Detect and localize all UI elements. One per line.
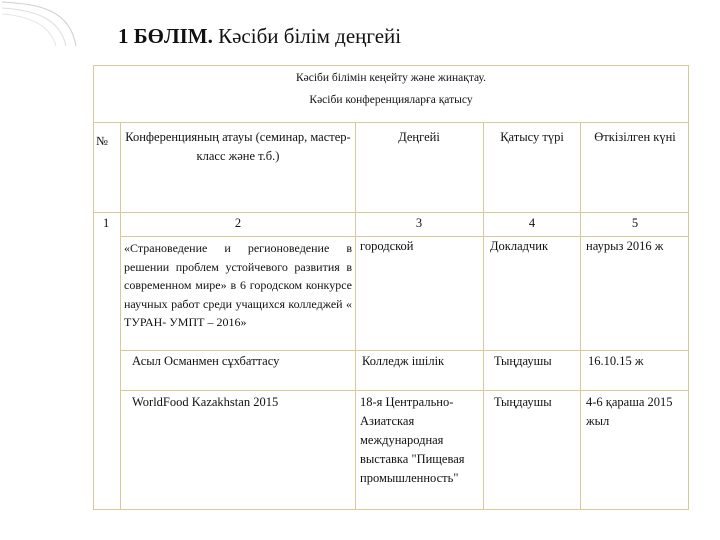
- divider: [94, 212, 688, 213]
- column-number-2: 2: [234, 216, 242, 230]
- divider: [94, 122, 688, 123]
- row3-level: 18-я Центрально-Азиатская международная выставка "Пищевая промышленность": [360, 395, 465, 485]
- column-number-3: 3: [415, 216, 423, 230]
- row1-level: городской: [360, 239, 414, 253]
- divider: [483, 122, 484, 509]
- title-section-number: 1 БӨЛІМ.: [118, 24, 213, 48]
- row3-conference-name: WorldFood Kazakhstan 2015: [132, 395, 279, 409]
- header-conference-name: Конференцияның атауы (семинар, мастер-класс және т.б.): [125, 130, 351, 163]
- row1-conference-name: «Страноведение и регионоведение в решении проблем устойчевого развития в современном мире» в 6 городском конкурсе научных работ среди учащихся колледжей « ТУРАН- УМПТ – 2016»: [124, 241, 352, 330]
- column-number-5: 5: [631, 216, 639, 230]
- section-caption-line1: Кәсіби білімін кеңейту және жинақтау.: [295, 72, 487, 84]
- divider: [355, 122, 356, 509]
- divider: [120, 122, 121, 509]
- divider: [120, 390, 688, 391]
- header-date: Өткізілген күні: [594, 130, 676, 144]
- row2-level: Колледж ішілік: [362, 354, 445, 368]
- divider: [120, 350, 688, 351]
- row1-date: наурыз 2016 ж: [586, 239, 664, 253]
- title-text: Кәсіби білім деңгейі: [218, 24, 402, 48]
- row3-participation-type: Тыңдаушы: [494, 395, 552, 409]
- row2-date: 16.10.15 ж: [588, 354, 644, 368]
- row1-participation-type: Докладчик: [490, 239, 549, 253]
- column-number-4: 4: [528, 216, 536, 230]
- row2-participation-type: Тыңдаушы: [494, 354, 552, 368]
- page-title: [118, 24, 401, 49]
- section-caption-line2: Кәсіби конференцияларға қатысу: [309, 94, 473, 106]
- header-participation-type: Қатысу түрі: [500, 130, 564, 144]
- divider: [580, 122, 581, 509]
- header-level: Деңгейі: [398, 130, 440, 144]
- row3-date: 4-6 қараша 2015 жыл: [586, 395, 673, 428]
- corner-decoration: [0, 0, 78, 48]
- column-number-1: 1: [103, 216, 110, 230]
- header-number: №: [96, 134, 108, 148]
- row2-conference-name: Асыл Османмен сұхбаттасу: [132, 354, 280, 368]
